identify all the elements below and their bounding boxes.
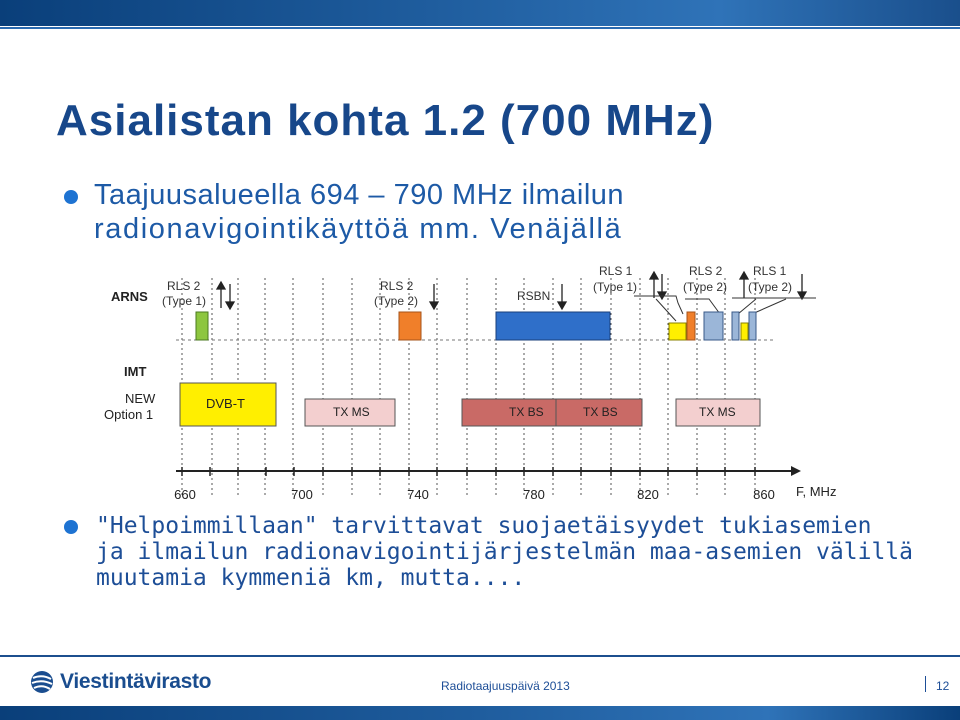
label-rls2-type2-d: (Type 2): [683, 280, 728, 294]
bullet-2-line-3: muutamia kymmeniä km, mutta....: [96, 565, 526, 591]
footer-event-name: Radiotaajuuspäivä 2013: [441, 679, 570, 693]
label-rls1-type1-a: RLS 1: [599, 264, 633, 278]
page-number: 12: [936, 679, 950, 693]
label-rls2-type2-b: (Type 2): [374, 294, 419, 308]
arns-block-rsbn: [496, 312, 610, 340]
globe-logo-icon: [30, 670, 54, 694]
label-dvbt: DVB-T: [206, 396, 245, 411]
bullet-2-line-1: "Helpoimmillaan" tarvittavat suojaetäisyydet tukiasemien: [96, 513, 872, 539]
up-arrow-icon: [217, 282, 225, 289]
axis-tick-label: 660: [174, 487, 196, 502]
arns-block-orange-2: [687, 312, 695, 340]
label-rls2-type2-c: RLS 2: [689, 264, 723, 278]
footer-divider: [0, 655, 960, 657]
bullet-1-line-2: radionavigointikäyttöä mm. Venäjällä: [94, 213, 623, 245]
bottom-banner: [0, 706, 960, 720]
label-rls2-type1-b: (Type 1): [162, 294, 207, 308]
axis-tick-label: 700: [291, 487, 313, 502]
axis-unit-label: F, MHz: [796, 484, 837, 499]
label-tx-ms-2: TX MS: [699, 405, 736, 419]
label-rls2-type2-a: RLS 2: [380, 279, 414, 293]
label-rls1-type2-b: (Type 2): [748, 280, 793, 294]
axis-tick-label: 780: [523, 487, 545, 502]
arns-block-lightblue-1: [704, 312, 723, 340]
label-rls1-type1-b: (Type 1): [593, 280, 638, 294]
label-tx-bs-2: TX BS: [583, 405, 618, 419]
down-arrow-icon: [226, 302, 234, 309]
up-arrow-icon: [740, 272, 748, 279]
axis-arrow-icon: [791, 466, 801, 476]
row-label-new: NEW: [125, 391, 156, 406]
label-tx-ms-1: TX MS: [333, 405, 370, 419]
row-label-arns: ARNS: [111, 289, 148, 304]
logo-text: Viestintävirasto: [60, 670, 212, 693]
arns-block-orange: [399, 312, 421, 340]
arns-block-green: [196, 312, 208, 340]
slide-title: Asialistan kohta 1.2 (700 MHz): [56, 96, 715, 145]
arns-block-lightblue-3: [749, 312, 756, 340]
bullet-1-text: [94, 178, 624, 246]
label-rsbn: RSBN: [517, 289, 551, 303]
logo: [30, 670, 211, 694]
row-label-imt: IMT: [124, 364, 147, 379]
bullet-2-text: [96, 513, 936, 591]
down-arrow-icon: [558, 302, 566, 309]
axis-tick-label: 860: [753, 487, 775, 502]
label-tx-bs-1: TX BS: [509, 405, 544, 419]
top-divider: [0, 27, 960, 29]
footer-separator: [925, 676, 926, 692]
bullet-1-line-1: Taajuusalueella 694 – 790 MHz ilmailun: [94, 179, 625, 211]
frequency-allocation-diagram: [96, 258, 856, 508]
arns-block-yellow-1: [669, 323, 686, 340]
top-banner: [0, 0, 960, 26]
arns-block-lightblue-2: [732, 312, 739, 340]
bullet-dot-1: [64, 190, 78, 204]
down-arrow-icon: [430, 302, 438, 309]
up-arrow-icon: [650, 272, 658, 279]
bullet-2-line-2: ja ilmailun radionavigointijärjestelmän maa-asemien välillä: [96, 539, 913, 565]
arns-block-yellow-2: [741, 323, 748, 340]
label-rls2-type1-a: RLS 2: [167, 279, 201, 293]
axis-tick-label: 820: [637, 487, 659, 502]
bullet-dot-2: [64, 520, 78, 534]
axis-tick-label: 740: [407, 487, 429, 502]
row-label-option: Option 1: [104, 407, 154, 422]
label-rls1-type2-a: RLS 1: [753, 264, 787, 278]
